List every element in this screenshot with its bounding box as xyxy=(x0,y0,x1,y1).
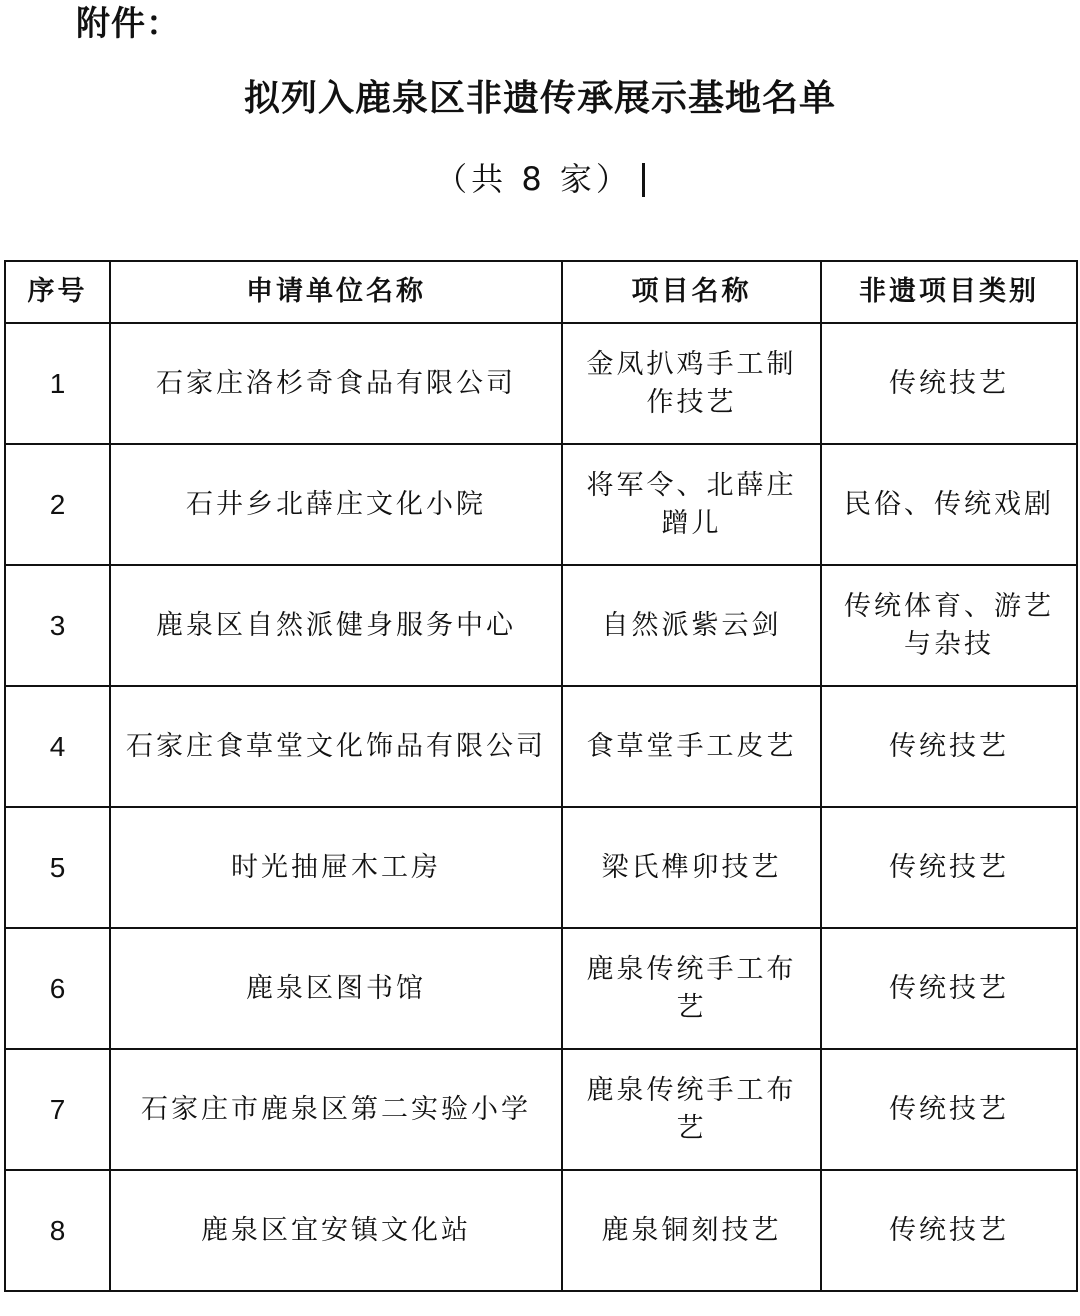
table-header-row xyxy=(5,261,1077,323)
cell-project: 将军令、北薛庄蹭儿 xyxy=(562,444,821,565)
cell-project: 食草堂手工皮艺 xyxy=(562,686,821,807)
cell-unit: 鹿泉区图书馆 xyxy=(110,928,562,1049)
cell-no: 4 xyxy=(5,686,110,807)
table-row xyxy=(5,928,1077,1049)
cell-unit: 石家庄市鹿泉区第二实验小学 xyxy=(110,1049,562,1170)
cell-no: 2 xyxy=(5,444,110,565)
cell-category: 民俗、传统戏剧 xyxy=(821,444,1077,565)
cell-project: 梁氏榫卯技艺 xyxy=(562,807,821,928)
count-text: （共 8 家） xyxy=(435,160,632,198)
table-row xyxy=(5,1049,1077,1170)
cell-project: 鹿泉传统手工布艺 xyxy=(562,928,821,1049)
cell-no: 1 xyxy=(5,323,110,444)
cell-category: 传统技艺 xyxy=(821,323,1077,444)
cell-category: 传统技艺 xyxy=(821,686,1077,807)
text-cursor xyxy=(642,163,645,197)
cell-no: 5 xyxy=(5,807,110,928)
column-header-unit: 申请单位名称 xyxy=(110,261,562,323)
cell-no: 8 xyxy=(5,1170,110,1291)
cell-no: 7 xyxy=(5,1049,110,1170)
cell-unit: 石家庄洛杉奇食品有限公司 xyxy=(110,323,562,444)
table-row xyxy=(5,807,1077,928)
table-row xyxy=(5,1170,1077,1291)
attachment-label: 附件： xyxy=(76,4,181,44)
cell-category: 传统技艺 xyxy=(821,928,1077,1049)
cell-project: 鹿泉铜刻技艺 xyxy=(562,1170,821,1291)
cell-project: 自然派紫云剑 xyxy=(562,565,821,686)
cell-category: 传统体育、游艺与杂技 xyxy=(821,565,1077,686)
column-header-category: 非遗项目类别 xyxy=(821,261,1077,323)
cell-unit: 鹿泉区自然派健身服务中心 xyxy=(110,565,562,686)
table-row xyxy=(5,444,1077,565)
cell-unit: 石家庄食草堂文化饰品有限公司 xyxy=(110,686,562,807)
cell-no: 6 xyxy=(5,928,110,1049)
column-header-project: 项目名称 xyxy=(562,261,821,323)
document-title: 拟列入鹿泉区非遗传承展示基地名单 xyxy=(243,78,836,119)
cell-project: 鹿泉传统手工布艺 xyxy=(562,1049,821,1170)
table-row xyxy=(5,565,1077,686)
cell-project: 金凤扒鸡手工制作技艺 xyxy=(562,323,821,444)
cell-category: 传统技艺 xyxy=(821,1049,1077,1170)
cell-category: 传统技艺 xyxy=(821,807,1077,928)
cell-unit: 石井乡北薛庄文化小院 xyxy=(110,444,562,565)
heritage-base-table xyxy=(4,260,1078,1292)
table-row xyxy=(5,686,1077,807)
table-row xyxy=(5,323,1077,444)
cell-category: 传统技艺 xyxy=(821,1170,1077,1291)
count-line xyxy=(0,156,1080,202)
cell-unit: 鹿泉区宜安镇文化站 xyxy=(110,1170,562,1291)
cell-no: 3 xyxy=(5,565,110,686)
cell-unit: 时光抽屉木工房 xyxy=(110,807,562,928)
column-header-no: 序号 xyxy=(5,261,110,323)
